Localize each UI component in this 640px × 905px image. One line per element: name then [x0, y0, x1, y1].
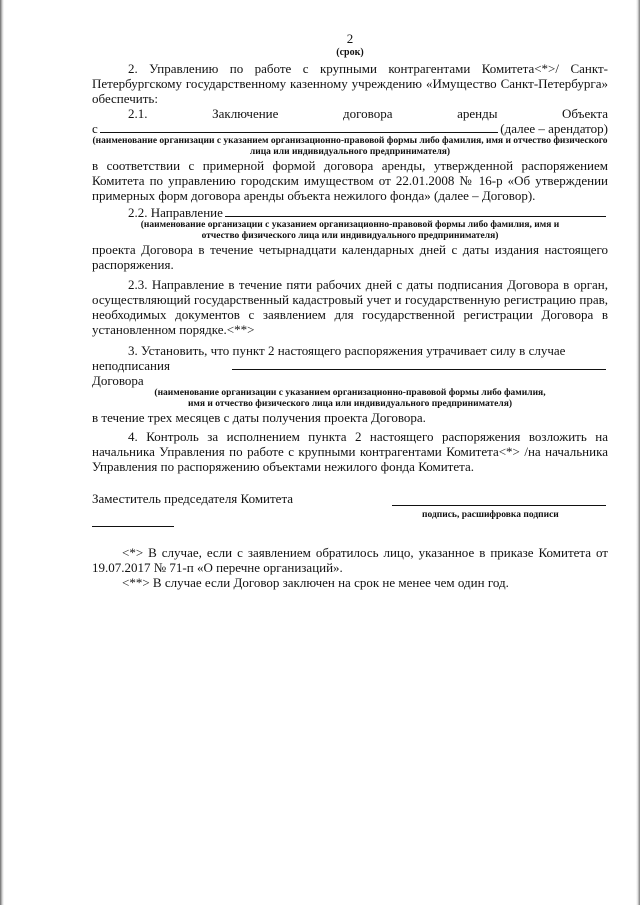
item-3-line2: неподписания: [92, 358, 170, 373]
item-2-2-label: 2.2. Направление: [128, 205, 223, 220]
field-caption: (наименование организации с указанием организационно-правовой формы либо фамилия, имя и отчество физического лица или индивидуального предпринимателя): [140, 220, 560, 241]
item-2-1-fill-row: [92, 121, 608, 136]
item-2-3-text: 2.3. Направление в течение пяти рабочих дней с даты подписания Договора в орган, осуществляющий государственный кадастровый учет и государственную регистрацию прав, необходимых документов с заявлением для государственной регистрации Договора в установленном порядке.<**>: [92, 277, 608, 337]
item-3-text: 3. Установить, что пункт 2 настоящего распоряжения утрачивает силу в случае: [128, 343, 566, 358]
item-2-1-word: договора: [343, 106, 393, 121]
item-3-fill-row: [92, 358, 608, 373]
item-2-1-prefix: с: [92, 121, 98, 136]
scan-edge-right: [636, 0, 640, 905]
item-2-2-text: проекта Договора в течение четырнадцати календарных дней с даты издания настоящего распоряжения.: [92, 242, 608, 272]
item-2-text: 2. Управлению по работе с крупными контрагентами Комитета<*>/ Санкт-Петербургскому государственному казенному учреждению «Имущество Санкт-Петербурга» обеспечить:: [92, 61, 608, 106]
blank-line-arendator: [100, 131, 498, 133]
blank-line-organization: [232, 368, 606, 370]
item-4-text: 4. Контроль за исполнением пункта 2 настоящего распоряжения возложить на начальника Управления по работе с крупными контрагентами Комитета<*> /на начальника Управления по распоряжению объектами нежилого фонда Комитета.: [92, 429, 608, 474]
footnote-rule: [92, 526, 174, 527]
item-2-1-words: [92, 106, 608, 121]
scan-edge-left: [0, 0, 4, 905]
item-2-1-suffix: (далее – арендатор): [500, 121, 608, 136]
signature-caption: подпись, расшифровка подписи: [422, 510, 559, 520]
document-page: [92, 32, 608, 474]
footnote-1: <*> В случае, если с заявлением обратилось лицо, указанное в приказе Комитета от 19.07.2017 № 71-п «О перечне организаций».: [92, 545, 608, 575]
item-2-1-word: Заключение: [212, 106, 279, 121]
item-2-1-word: 2.1.: [128, 106, 148, 121]
item-2-1-word: аренды: [457, 106, 498, 121]
page-number: 2: [346, 31, 354, 46]
item-3-text2: в течение трех месяцев с даты получения проекта Договора.: [92, 410, 426, 425]
item-2-1-word: Объекта: [562, 106, 608, 121]
item-3-line3: Договора: [92, 373, 144, 388]
signature-block: [92, 490, 608, 520]
field-caption: (наименование организации с указанием организационно-правовой формы либо фамилия, имя и отчество физического лица или индивидуального предпринимателя): [154, 388, 546, 409]
signatory-title: Заместитель председателя Комитета: [92, 491, 294, 506]
field-caption: (наименование организации с указанием организационно-правовой формы либо фамилия, имя и отчество физического лица или индивидуального предпринимателя): [92, 136, 608, 157]
item-2-1-text: в соответствии с примерной формой договора аренды, утвержденной распоряжением Комитета по управлению городским имуществом от 22.01.2008 № 16-р «Об утверждении примерных форм договора аренды объекта нежилого фонда» (далее – Договор).: [92, 158, 608, 203]
blank-line-recipient: [225, 215, 606, 217]
signature-line: [392, 505, 606, 506]
page-note: (срок): [336, 47, 364, 58]
footnote-2: <**> В случае если Договор заключен на срок не менее чем один год.: [122, 575, 509, 590]
footnotes: [92, 545, 608, 590]
item-2-2-fill-row: [92, 205, 608, 220]
